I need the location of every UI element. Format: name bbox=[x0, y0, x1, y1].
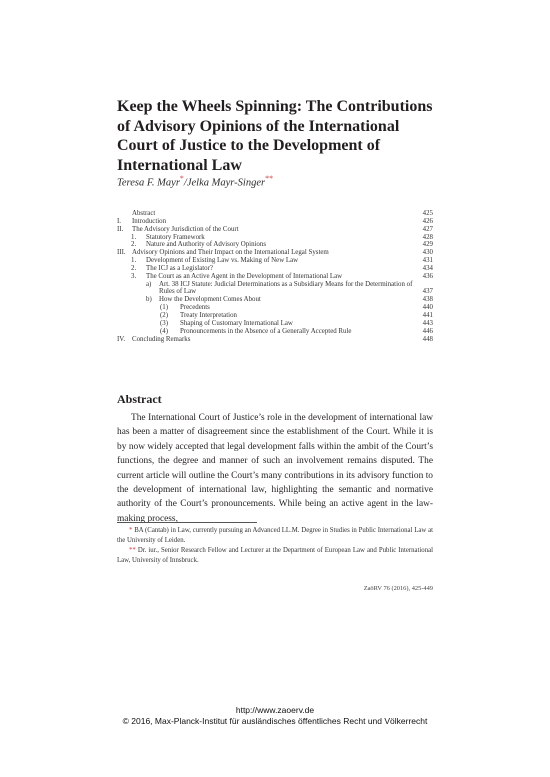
footnote-rule bbox=[117, 522, 257, 523]
toc-entry-page: 440 bbox=[422, 304, 433, 312]
toc-entry-page: 430 bbox=[422, 249, 433, 257]
toc-entry[interactable] bbox=[117, 210, 433, 218]
toc-entry-label: Pronouncements in the Absence of a Generally Accepted Rule bbox=[180, 327, 352, 335]
toc-entry-number bbox=[117, 210, 132, 218]
toc-entry-number: IV. bbox=[117, 335, 126, 343]
toc-entry-number: 2. bbox=[131, 264, 137, 272]
toc-entry[interactable] bbox=[117, 336, 433, 344]
toc-entry[interactable] bbox=[117, 265, 433, 273]
table-of-contents bbox=[117, 210, 433, 343]
toc-entry-label: The ICJ as a Legislator? bbox=[146, 264, 213, 272]
toc-entry[interactable] bbox=[117, 241, 433, 249]
toc-entry[interactable] bbox=[117, 249, 433, 257]
toc-entry-label: Abstract bbox=[132, 210, 156, 217]
toc-entry-label: Art. 38 ICJ Statute: Judicial Determinations as a Subsidiary Means for the Determination of Rules of Law bbox=[159, 280, 413, 296]
toc-entry-label: Advisory Opinions and Their Impact on the International Legal System bbox=[132, 249, 329, 257]
toc-entry-label: Precedents bbox=[180, 304, 210, 312]
toc-entry-label: How the Development Comes About bbox=[159, 296, 261, 304]
toc-entry-page: 428 bbox=[422, 233, 433, 241]
toc-entry[interactable] bbox=[117, 320, 433, 328]
toc-entry[interactable] bbox=[117, 273, 433, 281]
toc-entry-label: Treaty Interpretation bbox=[180, 311, 237, 319]
toc-entry-number: 3. bbox=[131, 272, 137, 280]
toc-entry[interactable] bbox=[117, 218, 433, 226]
toc-entry-number: 2. bbox=[131, 241, 137, 249]
toc-entry[interactable] bbox=[117, 304, 433, 312]
toc-entry-number: (3) bbox=[160, 319, 169, 327]
footnote-1 bbox=[117, 526, 433, 545]
toc-entry-label: Statutory Framework bbox=[146, 233, 205, 241]
toc-entry-page: 443 bbox=[422, 319, 433, 327]
toc-entry-label: Concluding Remarks bbox=[132, 335, 191, 343]
toc-entry-page: 426 bbox=[422, 217, 433, 225]
toc-entry-label: Introduction bbox=[132, 217, 167, 225]
toc-entry-number: I. bbox=[117, 217, 122, 225]
toc-entry-page: 448 bbox=[422, 335, 433, 343]
toc-entry-page: 437 bbox=[422, 288, 433, 296]
article-title: Keep the Wheels Spinning: The Contributions of Advisory Opinions of the International Court of Justice to the Development of International Law bbox=[117, 98, 433, 174]
toc-entry-number: 1. bbox=[131, 233, 137, 241]
toc-entry-number: II. bbox=[117, 225, 124, 233]
toc-entry-label: Development of Existing Law vs. Making of New Law bbox=[146, 257, 299, 265]
toc-entry-number: b) bbox=[146, 296, 152, 304]
toc-entry-page: 446 bbox=[422, 327, 433, 335]
author-separator: / bbox=[183, 177, 187, 189]
author-1: Teresa F. Mayr bbox=[117, 177, 180, 189]
abstract-heading: Abstract bbox=[117, 392, 162, 406]
page-footer bbox=[0, 705, 550, 726]
author-2-footnote-mark: ** bbox=[265, 174, 274, 183]
toc-entry-number: III. bbox=[117, 249, 126, 257]
footer-url-link[interactable]: http://www.zaoerv.de bbox=[235, 705, 315, 715]
toc-entry[interactable] bbox=[117, 296, 433, 304]
footnote-2-mark: ** bbox=[129, 547, 136, 554]
toc-entry[interactable] bbox=[117, 281, 433, 297]
footnote-1-text: BA (Cantab) in Law, currently pursuing an Advanced LL.M. Degree in Studies in Public International Law at the University of Leiden. bbox=[117, 527, 433, 544]
footnote-2-text: Dr. iur., Senior Research Fellow and Lecturer at the Department of European Law and Public International Law, University of Innsbruck. bbox=[117, 547, 434, 564]
author-1-footnote-mark: * bbox=[179, 174, 184, 183]
footnote-2 bbox=[117, 546, 433, 565]
toc-entry[interactable] bbox=[117, 234, 433, 242]
toc-entry-label: The Court as an Active Agent in the Development of International Law bbox=[146, 272, 343, 280]
toc-entry-page: 425 bbox=[422, 210, 433, 217]
toc-entry-page: 436 bbox=[422, 272, 433, 280]
toc-entry-page: 429 bbox=[422, 241, 433, 249]
toc-entry-label: Shaping of Customary International Law bbox=[180, 319, 293, 327]
toc-entry[interactable] bbox=[117, 257, 433, 265]
toc-entry-page: 438 bbox=[422, 296, 433, 304]
journal-reference: ZaöRV 76 (2016), 425-449 bbox=[363, 585, 433, 592]
toc-entry-number: (4) bbox=[160, 327, 169, 335]
author-line bbox=[117, 174, 273, 189]
footer-copyright: © 2016, Max-Planck-Institut für ausländisches öffentliches Recht und Völkerrecht bbox=[122, 715, 428, 726]
toc-entry-number: a) bbox=[146, 280, 152, 288]
toc-entry-label: The Advisory Jurisdiction of the Court bbox=[132, 225, 239, 233]
footnote-1-mark: * bbox=[129, 527, 133, 534]
toc-entry[interactable] bbox=[117, 226, 433, 234]
toc-entry-number: (1) bbox=[160, 304, 169, 312]
toc-entry[interactable] bbox=[117, 328, 433, 336]
toc-entry-page: 434 bbox=[422, 264, 433, 272]
abstract-text: The International Court of Justice’s role in the development of international law has been a matter of disagreement since the establishment of the Court. While it is by now widely accepted that legal development falls within the ambit of the Court’s functions, the degree and manner of such an involvement remains disputed. The current article will outline the Court’s many contributions in its advisory function to the development of international law, highlighting the semantic and normative authority of the Court’s pronouncements. While being an active agent in the law-making process, bbox=[117, 413, 433, 524]
toc-entry-page: 431 bbox=[422, 257, 433, 265]
toc-entry-page: 427 bbox=[422, 225, 433, 233]
toc-entry[interactable] bbox=[117, 312, 433, 320]
toc-entry-label: Nature and Authority of Advisory Opinions bbox=[146, 241, 266, 249]
toc-entry-page: 441 bbox=[422, 311, 433, 319]
author-2: Jelka Mayr-Singer bbox=[186, 177, 266, 189]
toc-entry-number: 1. bbox=[131, 257, 137, 265]
toc-entry-number: (2) bbox=[160, 311, 169, 319]
